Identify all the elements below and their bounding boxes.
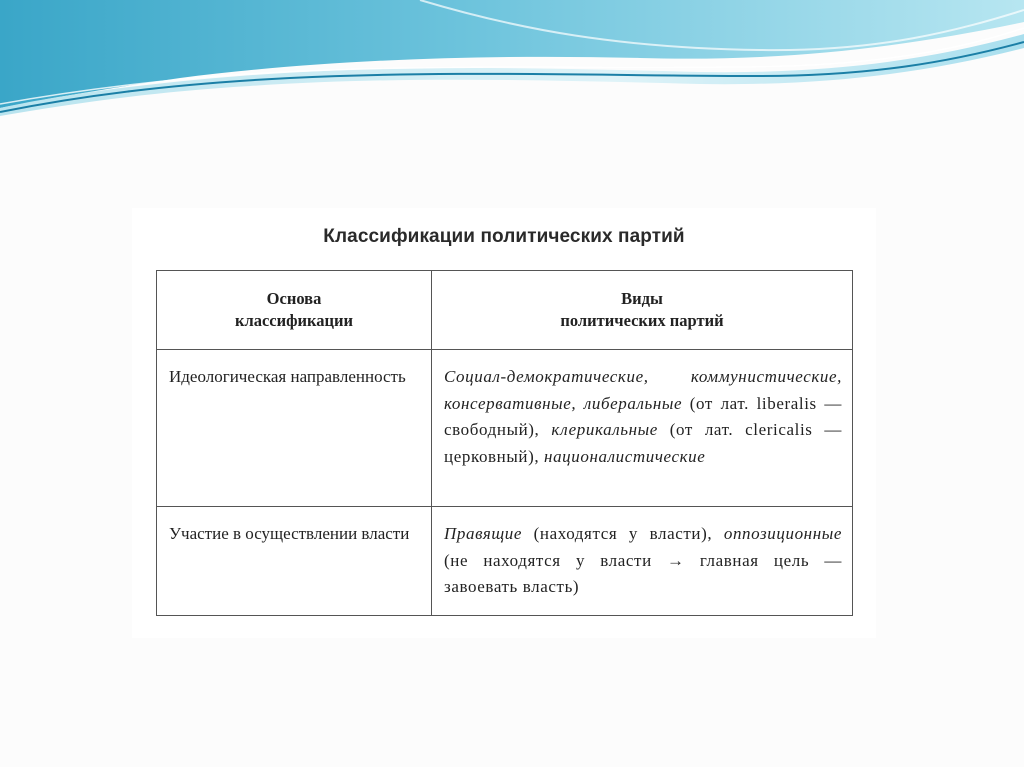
party-type-note: (от лат. liberalis — свободный), [444,393,842,440]
party-type-term: оппозиционные [723,524,842,543]
document-title: Классификации политических партий [323,226,685,247]
header-basis [157,271,432,350]
header-types [432,271,853,350]
header-basis-text: Основа классификации [234,288,354,330]
row-basis-cell: Идеологическая направленность [157,350,432,507]
row-basis-cell: Участие в осуществлении власти [157,507,432,616]
document-card [132,208,876,638]
party-type-term: Социал-демократические, коммунистические, консервативные, либеральные [444,367,842,413]
row-types-cell [432,507,853,616]
table-row [157,350,853,507]
header-types-text: Виды политических партий [560,288,724,330]
table-header-row [157,271,853,350]
party-type-term: клерикальные [551,420,658,440]
party-type-term: националистические [544,446,706,466]
table-row [157,507,853,616]
party-type-note: (от лат. clericalis — церковный), [444,420,842,466]
decorative-wave-header [0,0,1024,130]
party-type-note: (не находятся у власти → главная цель — завоевать власть) [444,550,842,597]
row-types-cell [432,350,853,507]
party-type-note: (находятся у власти), [522,524,724,543]
classification-table [156,270,853,616]
party-type-term: Правящие [444,524,523,543]
